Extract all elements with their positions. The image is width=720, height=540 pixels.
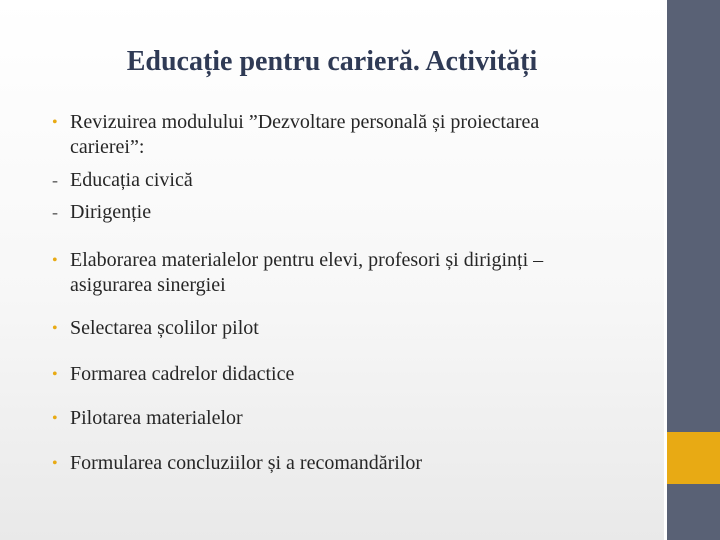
list-item	[52, 168, 612, 193]
bullet-marker: •	[52, 455, 58, 472]
list-item-text: Formularea concluziilor și a recomandărilor	[70, 452, 423, 474]
bullet-marker: •	[52, 410, 58, 427]
list-item-text: Pilotarea materialelor	[70, 407, 243, 429]
bullet-marker: •	[52, 114, 58, 131]
bullet-marker: •	[52, 320, 58, 337]
accent-block	[667, 432, 720, 484]
slide-title: Educație pentru carieră. Activități	[126, 46, 538, 77]
dash-marker: -	[52, 170, 58, 190]
dash-marker: -	[52, 202, 58, 222]
list-item	[52, 248, 612, 298]
bullet-marker: •	[52, 366, 58, 383]
list-item-text: Formarea cadrelor didactice	[70, 363, 295, 385]
list-item	[52, 451, 612, 476]
list-item	[52, 316, 612, 341]
list-item-text: Revizuirea modulului ”Dezvoltare personală și proiectarea carierei”:	[70, 111, 540, 158]
list-item-text: Selectarea școlilor pilot	[70, 317, 259, 339]
list-item	[52, 110, 612, 160]
list-item-text: Dirigenție	[70, 201, 152, 223]
list-item	[52, 362, 612, 387]
list-item	[52, 406, 612, 431]
bullet-marker: •	[52, 252, 58, 269]
list-item-text: Educația civică	[70, 169, 193, 191]
list-item	[52, 200, 612, 225]
list-item-text: Elaborarea materialelor pentru elevi, profesori și diriginți – asigurarea sinergiei	[70, 249, 544, 296]
